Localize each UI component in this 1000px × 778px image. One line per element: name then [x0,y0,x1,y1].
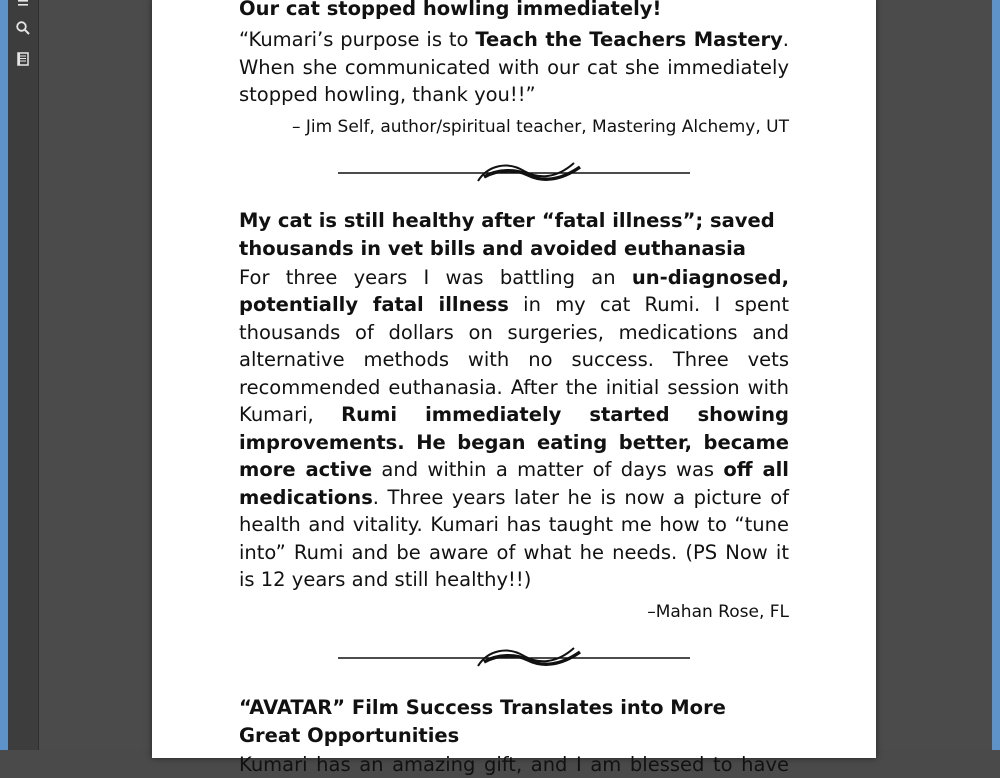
document-viewer[interactable] [39,0,992,750]
testimonial-attribution: –Mahan Rose, FL [239,600,789,624]
menu-button[interactable] [12,0,34,14]
search-icon [15,20,31,36]
testimonial-body: Kumari has an amazing gift, and I am blessed to have [239,751,789,778]
testimonial-2 [239,207,789,624]
testimonial-3 [239,694,789,778]
bookmarks-button[interactable] [12,49,34,69]
window-frame-left [0,0,8,750]
testimonial-heading: My cat is still healthy after “fatal illness”; saved thousands in vet bills and avoided euthanasia [239,207,789,263]
side-toolbar [8,0,39,750]
testimonial-body: “Kumari’s purpose is to Teach the Teachers Mastery. When she communicated with our cat she immediately stopped howling, thank you!!” [239,26,789,109]
testimonial-attribution: – Jim Self, author/spiritual teacher, Mastering Alchemy, UT [239,115,789,139]
search-button[interactable] [12,18,34,38]
window-frame-right [992,0,1000,750]
testimonial-body: For three years I was battling an un-diagnosed, potentially fatal illness in my cat Rumi. I spent thousands of dollars on surgeries, medications and alternative methods with no success. Three vets recommended euthanasia. After the initial session with Kumari, Rumi immediately started showing improvements. He began eating better, became more active and within a matter of days was off all medications. Three years later he is now a picture of health and vitality. Kumari has taught me how to “tune into” Rumi and be aware of what he needs. (PS Now it is 12 years and still healthy!!) [239,264,789,594]
ornament-divider [338,642,690,672]
testimonial-heading: “AVATAR” Film Success Translates into More Great Opportunities [239,694,789,750]
testimonial-1 [239,0,789,139]
ornament-divider [338,157,690,187]
bookmarks-icon [15,51,31,67]
document-page [152,0,876,758]
page-content [239,0,789,778]
testimonial-heading: Our cat stopped howling immediately! [239,0,789,23]
menu-icon [16,0,30,11]
